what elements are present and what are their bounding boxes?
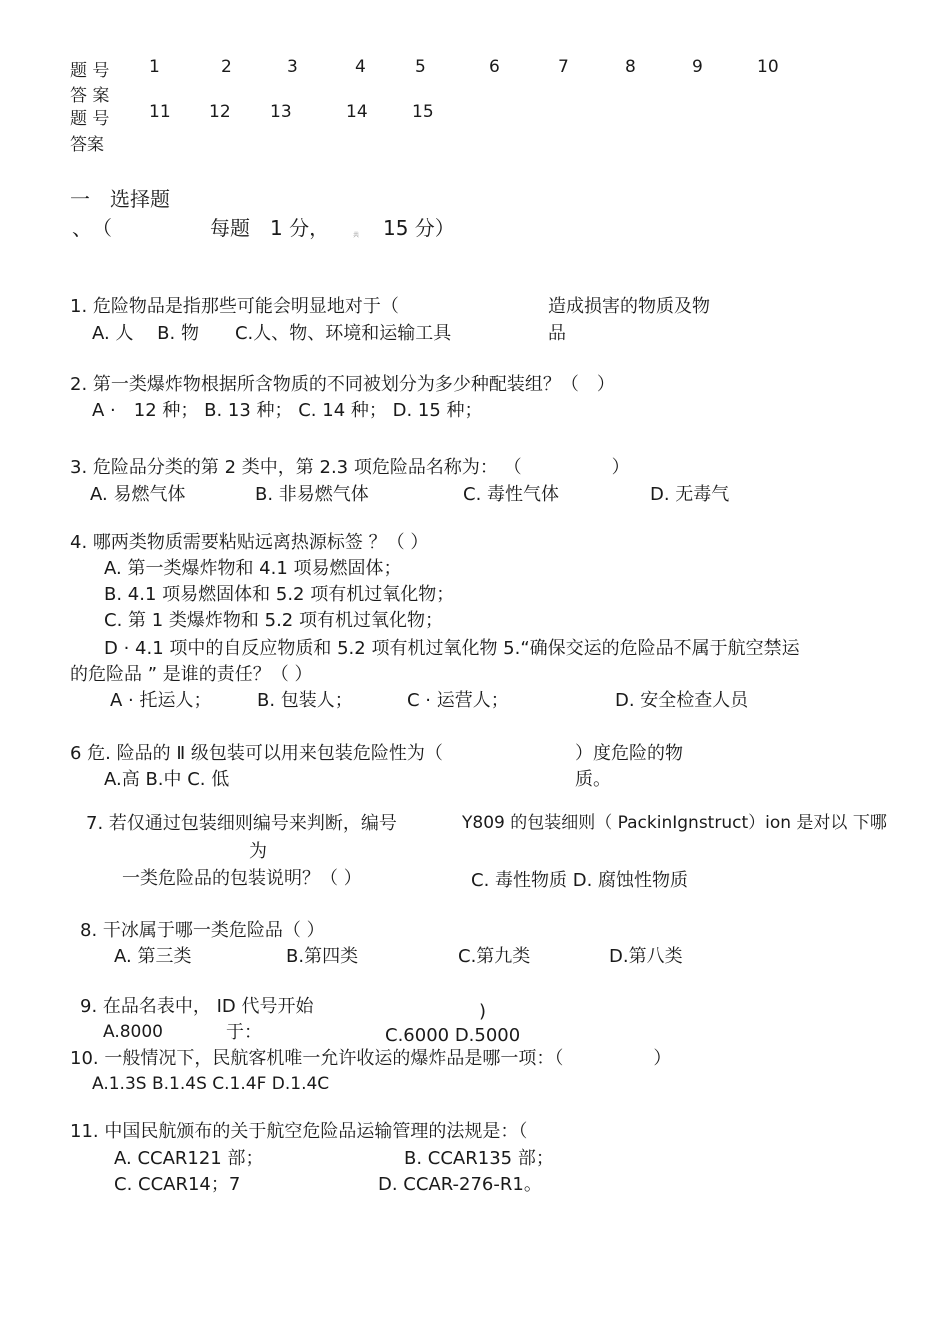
section-subtitle-c: 15 分） xyxy=(383,216,455,240)
question-number: 10 xyxy=(757,57,779,77)
q9-paren: ) xyxy=(479,1001,487,1022)
q5-option-c: C · 运营人； xyxy=(407,690,509,711)
q11-option-b: B. CCAR135 部； xyxy=(404,1148,554,1169)
q3-option-a: A. 易燃气体 xyxy=(90,484,186,505)
section-subtitle-mark: 共 xyxy=(353,232,360,239)
q3-option-d: D. 无毒气 xyxy=(650,484,730,505)
q5-option-d: D. 安全检查人员 xyxy=(615,690,749,711)
q6-options: A.高 B.中 C. 低 xyxy=(104,769,230,790)
q5-option-a: A · 托运人； xyxy=(110,690,212,711)
question-number: 2 xyxy=(221,57,232,77)
q7-code: Y809 的包装细则（ PackinIgnstruct）ion 是对以 下哪 xyxy=(462,813,887,833)
q4-option-a: A. 第一类爆炸物和 4.1 项易燃固体； xyxy=(104,558,402,579)
question-number: 4 xyxy=(355,57,366,77)
table-label-tihao-2: 题 号 xyxy=(70,109,110,129)
q6-stem-c: 质。 xyxy=(575,769,611,790)
q3-stem: 3. 危险品分类的第 2 类中，第 2.3 项危险品名称为： （ ） xyxy=(70,457,630,478)
q4-option-b: B. 4.1 项易燃固体和 5.2 项有机过氧化物； xyxy=(104,584,455,605)
q1-stem: 1. 危险物品是指那些可能会明显地对于（ xyxy=(70,296,399,317)
q6-stem: 6 危. 险品的 Ⅱ 级包装可以用来包装危险性为（ xyxy=(70,743,443,764)
question-number: 8 xyxy=(625,57,636,77)
q5-stem-continued: 的危险品 ” 是谁的责任？（ ） xyxy=(70,664,313,685)
q5-option-b: B. 包装人； xyxy=(257,690,353,711)
q8-option-c: C.第九类 xyxy=(458,946,531,967)
table-label-daan-2: 答案 xyxy=(70,135,104,155)
q4-option-c: C. 第 1 类爆炸物和 5.2 项有机过氧化物； xyxy=(104,610,443,631)
question-number: 5 xyxy=(415,57,426,77)
q4-option-d: D · 4.1 项中的自反应物质和 5.2 项有机过氧化物 5.“确保交运的危险品不属于航空禁运 xyxy=(104,638,800,659)
table-label-tihao-1: 题 号 xyxy=(70,61,110,81)
q9-option-a: A.8000 xyxy=(103,1022,163,1042)
section-subtitle-a: 、 （ xyxy=(72,216,112,240)
question-number: 1 xyxy=(149,57,160,77)
q8-stem: 8. 干冰属于哪一类危险品（ ） xyxy=(80,920,325,941)
section-subtitle-b: 每题 1 分， xyxy=(210,216,330,240)
q6-stem-b: ）度危险的物 xyxy=(575,743,683,764)
q9-option-cd: C.6000 D.5000 xyxy=(385,1025,521,1046)
question-number: 3 xyxy=(287,57,298,77)
question-number: 7 xyxy=(558,57,569,77)
q8-option-a: A. 第三类 xyxy=(114,946,192,967)
q10-stem: 10. 一般情况下，民航客机唯一允许收运的爆炸品是哪一项：（ ） xyxy=(70,1048,672,1069)
question-number: 14 xyxy=(346,102,368,122)
question-number: 6 xyxy=(489,57,500,77)
q11-stem: 11. 中国民航颁布的关于航空危险品运输管理的法规是：（ xyxy=(70,1121,528,1142)
q1-stem-continued-2: 品 xyxy=(548,323,566,344)
q9-yu: 于： xyxy=(226,1022,262,1043)
q8-option-b: B.第四类 xyxy=(286,946,359,967)
section-title: 一 选择题 xyxy=(70,187,170,211)
q7-stem-continued: 一类危险品的包装说明？（ ） xyxy=(122,868,362,889)
q4-stem: 4. 哪两类物质需要粘贴远离热源标签 ？（ ） xyxy=(70,532,429,553)
question-number: 15 xyxy=(412,102,434,122)
q1-stem-continued: 造成损害的物质及物 xyxy=(548,296,710,317)
question-number: 11 xyxy=(149,102,171,122)
q7-wei: 为 xyxy=(249,841,267,862)
q11-option-a: A. CCAR121 部； xyxy=(114,1148,264,1169)
q8-option-d: D.第八类 xyxy=(609,946,683,967)
q7-options: C. 毒性物质 D. 腐蚀性物质 xyxy=(471,870,689,891)
q2-options: A · 12 种； B. 13 种； C. 14 种； D. 15 种； xyxy=(92,400,483,421)
q2-stem: 2. 第一类爆炸物根据所含物质的不同被划分为多少种配装组？（ ） xyxy=(70,374,615,395)
q9-stem: 9. 在品名表中， ID 代号开始 xyxy=(80,996,314,1017)
q10-options: A.1.3S B.1.4S C.1.4F D.1.4C xyxy=(92,1074,330,1094)
question-number: 13 xyxy=(270,102,292,122)
q7-stem: 7. 若仅通过包装细则编号来判断，编号 xyxy=(86,813,397,834)
q3-option-c: C. 毒性气体 xyxy=(463,484,560,505)
question-number: 12 xyxy=(209,102,231,122)
q1-options: A. 人 B. 物 C.人、物、环境和运输工具 xyxy=(92,323,452,344)
q11-option-d: D. CCAR-276-R1。 xyxy=(378,1174,542,1195)
question-number: 9 xyxy=(692,57,703,77)
q11-option-c: C. CCAR14；7 xyxy=(114,1174,241,1195)
q3-option-b: B. 非易燃气体 xyxy=(255,484,369,505)
table-label-daan-1: 答 案 xyxy=(70,86,110,106)
